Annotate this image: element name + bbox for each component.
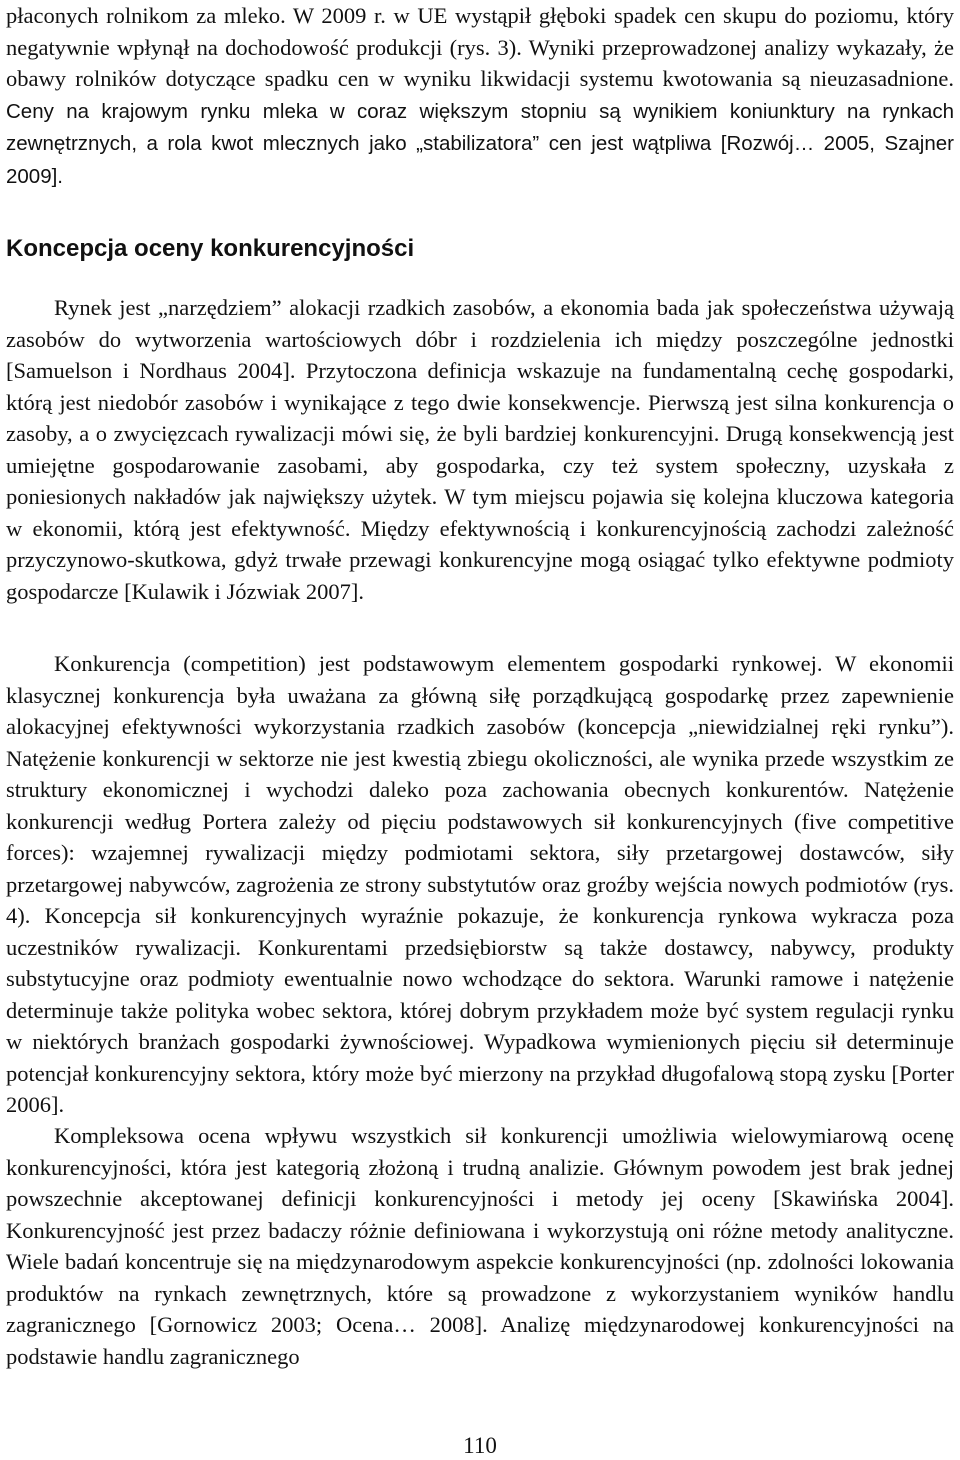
intro-sans-text: Ceny na krajowym rynku mleka w coraz większym stopniu są wynikiem koniunktury na rynkach zewnętrznych, a rola kwot mlecznych jako „stabilizatora” cen jest wątpliwa [Rozwój… 2005, Szajner 2009]. (6, 99, 954, 188)
section-heading: Koncepcja oceny konkurencyjności (6, 235, 415, 262)
body-paragraph-2: Konkurencja (competition) jest podstawowym elementem gospodarki rynkowej. W ekonomii klasycznej konkurencja była uważana za główną siłę porządkującą gospodarkę przez zapewnienie alokacyjnej efektywności wykorzystania rzadkich zasobów (koncepcja „niewidzialnej ręki rynku”). Natężenie konkurencji w sektorze nie jest kwestią zbiegu okoliczności, ale wynika przede wszystkim ze struktury ekonomicznej i wychodzi daleko poza zachowania obecnych konkurentów. Natężenie konkurencji według Portera zależy od pięciu podstawowych sił konkurencyjnych (five competitive forces): wzajemnej rywalizacji między podmiotami sektora, siły przetargowej dostawców, siły przetargowej nabywców, zagrożenia ze strony substytutów oraz groźby wejścia nowych podmiotów (rys. 4). Koncepcja sił konkurencyjnych wyraźnie pokazuje, że konkurencja rynkowa wykracza poza uczestników rywalizacji. Konkurentami przedsiębiorstw są także dostawcy, nabywcy, produkty substytucyjne oraz podmioty ewentualnie nowo wchodzące do sektora. Warunki ramowe i natężenie determinuje także polityka wobec sektora, której dobrym przykładem może być system regulacji rynku w niektórych branżach gospodarki żywnościowej. Wypadkowa wymienionych pięciu sił determinuje potencjał konkurencyjny sektora, który może być mierzony na przykład długofalową stopą zysku [Porter 2006]. (6, 651, 954, 1117)
body-paragraph-1: Rynek jest „narzędziem” alokacji rzadkich zasobów, a ekonomia bada jak społeczeństwa używają zasobów do wytworzenia wartościowych dóbr i rozdzielenia ich między poszczególne jednostki [Samuelson i Nordhaus 2004]. Przytoczona definicja wskazuje na fundamentalną cechę gospodarki, którą jest niedobór zasobów i wynikające z tego dwie konsekwencje. Pierwszą jest silna konkurencja o zasoby, a o zwycięzcach rywalizacji mówi się, że byli bardziej konkurencyjni. Drugą konsekwencją jest umiejętne gospodarowanie zasobami, aby gospodarka, czy też system społeczny, uzyskała z poniesionych nakładów jak największy użytek. W tym miejscu pojawia się kolejna kluczowa kategoria w ekonomii, którą jest efektywność. Między efektywnością i konkurencyjnością zachodzi zależność przyczynowo-skutkowa, gdyż trwałe przewagi konkurencyjne mogą osiągać tylko efektywne podmioty gospodarcze [Kulawik i Józwiak 2007]. (6, 295, 954, 604)
intro-serif-text: płaconych rolnikom za mleko. W 2009 r. w UE wystąpił głęboki spadek cen skupu do poziomu, który negatywnie wpłynął na dochodowość produkcji (rys. 3). Wyniki przeprowadzonej analizy wykazały, że obawy rolników dotyczące spadku cen w wyniku likwidacji systemu kwotowania są nieuzasadnione. (6, 3, 954, 91)
page-number: 110 (463, 1433, 497, 1458)
intro-paragraph (6, 0, 954, 192)
body-paragraph-3: Kompleksowa ocena wpływu wszystkich sił konkurencji umożliwia wielowymiarową ocenę konkurencyjności, która jest kategorią złożoną i trudną analizie. Głównym powodem jest brak jednej powszechnie akceptowanej definicji konkurencyjności i metody jej oceny [Skawińska 2004]. Konkurencyjność jest przez badaczy różnie definiowana i wykorzystują oni różne metody analityczne. Wiele badań koncentruje się na międzynarodowym aspekcie konkurencyjności (np. zdolności lokowania produktów na rynkach zewnętrznych, które są prowadzone z wykorzystaniem wyników handlu zagranicznego [Gornowicz 2003; Ocena… 2008]. Analizę międzynarodowej konkurencyjności na podstawie handlu zagranicznego (6, 1123, 954, 1369)
